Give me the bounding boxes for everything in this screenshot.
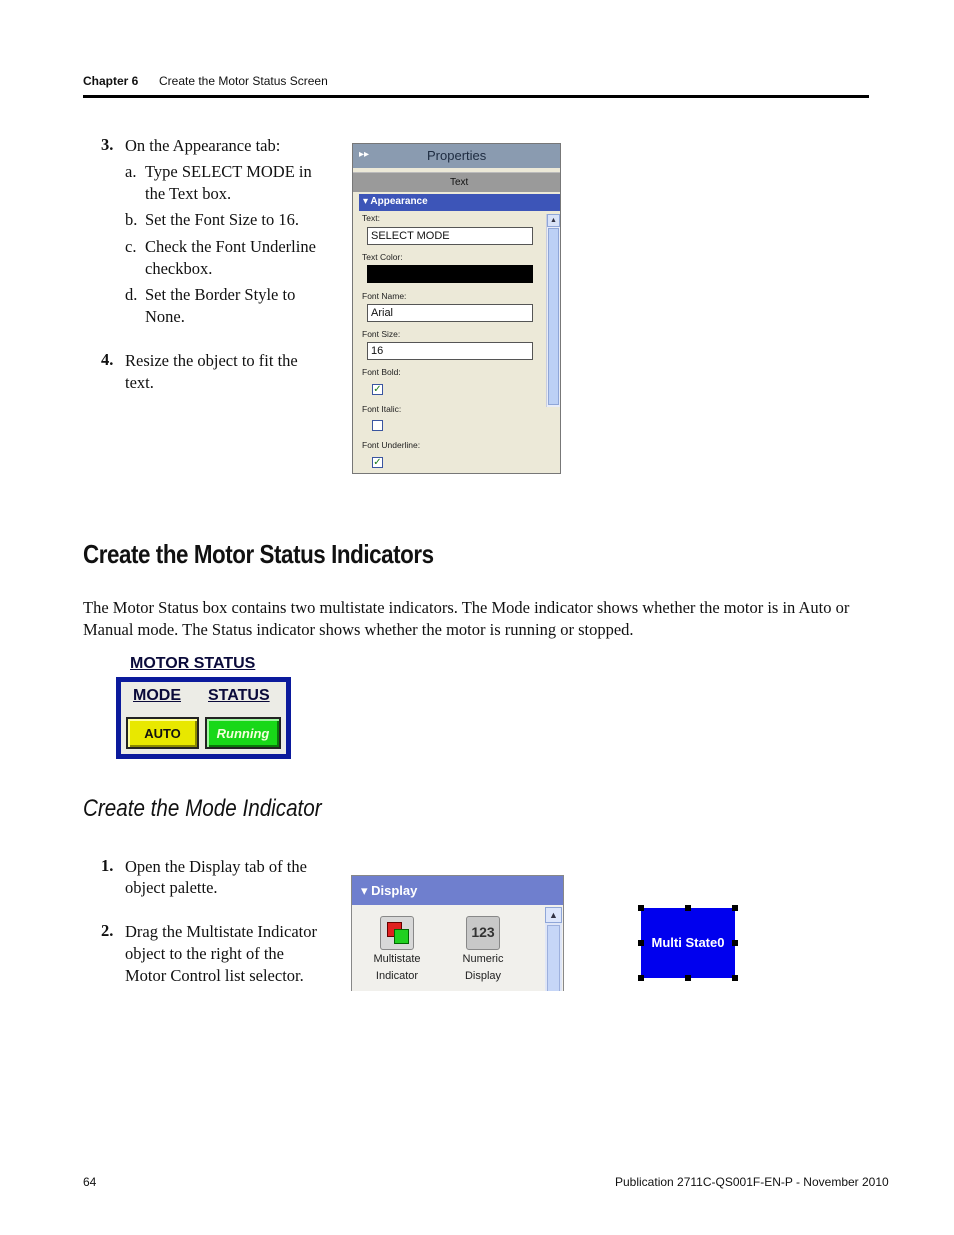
step-4-number: 4. [101,350,114,369]
mode-indicator [126,717,199,749]
font-bold-checkbox[interactable]: ✓ [373,384,382,395]
expand-icon[interactable]: ▸▸ [359,149,370,160]
step-1-line1: Open the Display tab of the [125,857,307,876]
font-italic-checkbox[interactable] [372,420,383,431]
header-rule [83,95,869,98]
properties-title: Properties [427,148,487,163]
substep-d-line1: Set the Border Style to [145,285,296,304]
font-underline-label: Font Underline: [362,440,421,450]
mode-indicator-value: AUTO [144,726,181,741]
properties-panel [352,143,561,474]
scroll-up-icon[interactable]: ▲ [545,907,562,923]
font-italic-label: Font Italic: [362,404,402,414]
motor-status-box [116,677,291,759]
substep-b-letter: b. [125,210,138,229]
step-4-line1: Resize the object to fit the [125,351,298,370]
multistate-indicator-label-line1: Multistate [373,953,421,965]
substep-c-letter: c. [125,237,137,256]
intro-paragraph: The Motor Status box contains two multistate indicators. The Mode indicator shows whether the motor is in Auto or Manual mode. The Status indicator shows whether the motor is running or stopped. [83,598,850,639]
numeric-display-icon[interactable] [466,916,500,950]
step-3-number: 3. [101,135,114,154]
substep-a-letter: a. [125,162,137,181]
chapter-label: Chapter 6 [83,74,139,88]
status-indicator-value: Running [216,726,270,741]
step-1-line2: object palette. [125,878,218,897]
numeric-display-label-line1: Numeric [462,953,504,965]
multistate-object[interactable] [641,908,735,978]
step-4-line2: text. [125,373,154,392]
text-label: Text: [362,213,380,223]
resize-handle[interactable] [732,905,738,911]
resize-handle[interactable] [732,940,738,946]
font-size-label: Font Size: [362,329,401,339]
numeric-display-icon-text: 123 [471,924,495,940]
font-bold-label: Font Bold: [362,367,401,377]
properties-scrollbar[interactable] [546,214,560,407]
status-indicator [205,717,281,749]
appearance-section-label: ▾ Appearance [363,196,428,207]
font-underline-checkbox[interactable]: ✓ [373,457,382,468]
step-2-number: 2. [101,921,114,940]
step-1-number: 1. [101,856,114,875]
substep-c-line1: Check the Font Underline [145,237,316,256]
properties-header [353,144,560,168]
tab-text[interactable] [353,172,560,192]
display-palette [351,875,564,991]
multistate-indicator-label-line2: Indicator [375,970,419,982]
resize-handle[interactable] [685,975,691,981]
resize-handle[interactable] [638,975,644,981]
text-color-label: Text Color: [362,252,403,262]
substep-c-line2: checkbox. [145,259,213,278]
multistate-object-label: Multi State0 [651,935,725,950]
motor-status-title: MOTOR STATUS [130,655,256,672]
section-heading: Create the Motor Status Indicators [83,539,434,569]
numeric-display-label-line2: Display [464,970,502,982]
running-header-title: Create the Motor Status Screen [159,74,328,88]
step-2-line2: object to the right of the [125,944,284,963]
step-3-text: On the Appearance tab: [125,136,281,155]
substep-a-line2: the Text box. [145,184,232,203]
text-color-swatch[interactable] [367,265,533,283]
multistate-indicator-icon[interactable] [380,916,414,950]
substep-d-letter: d. [125,285,138,304]
appearance-section-header[interactable] [359,194,560,211]
display-palette-header[interactable] [352,876,564,905]
scrollbar-thumb[interactable] [548,228,559,405]
publication-info: Publication 2711C-QS001F-EN-P - November 2010 [615,1175,889,1189]
resize-handle[interactable] [638,905,644,911]
motor-status-inner [121,682,286,754]
mode-header: MODE [133,687,181,704]
display-palette-scrollbar[interactable] [545,907,562,991]
substep-a-line1: Type SELECT MODE in [145,162,312,181]
text-field[interactable]: SELECT MODE [367,227,533,245]
resize-handle[interactable] [732,975,738,981]
substep-b-line1: Set the Font Size to 16. [145,210,299,229]
resize-handle[interactable] [638,940,644,946]
status-header: STATUS [208,687,270,704]
tab-text-label: Text [450,177,469,188]
substep-d-line2: None. [145,307,185,326]
resize-handle[interactable] [685,905,691,911]
page-number: 64 [83,1175,97,1189]
scrollbar-thumb[interactable] [547,925,560,991]
subsection-heading: Create the Mode Indicator [83,795,322,822]
font-name-label: Font Name: [362,291,407,301]
display-palette-title: ▾ Display [361,883,418,898]
font-name-field[interactable]: Arial [367,304,533,322]
scroll-up-icon[interactable]: ▲ [547,214,560,227]
step-2-line1: Drag the Multistate Indicator [125,922,317,941]
font-size-field[interactable]: 16 [367,342,533,360]
step-2-line3: Motor Control list selector. [125,966,304,985]
